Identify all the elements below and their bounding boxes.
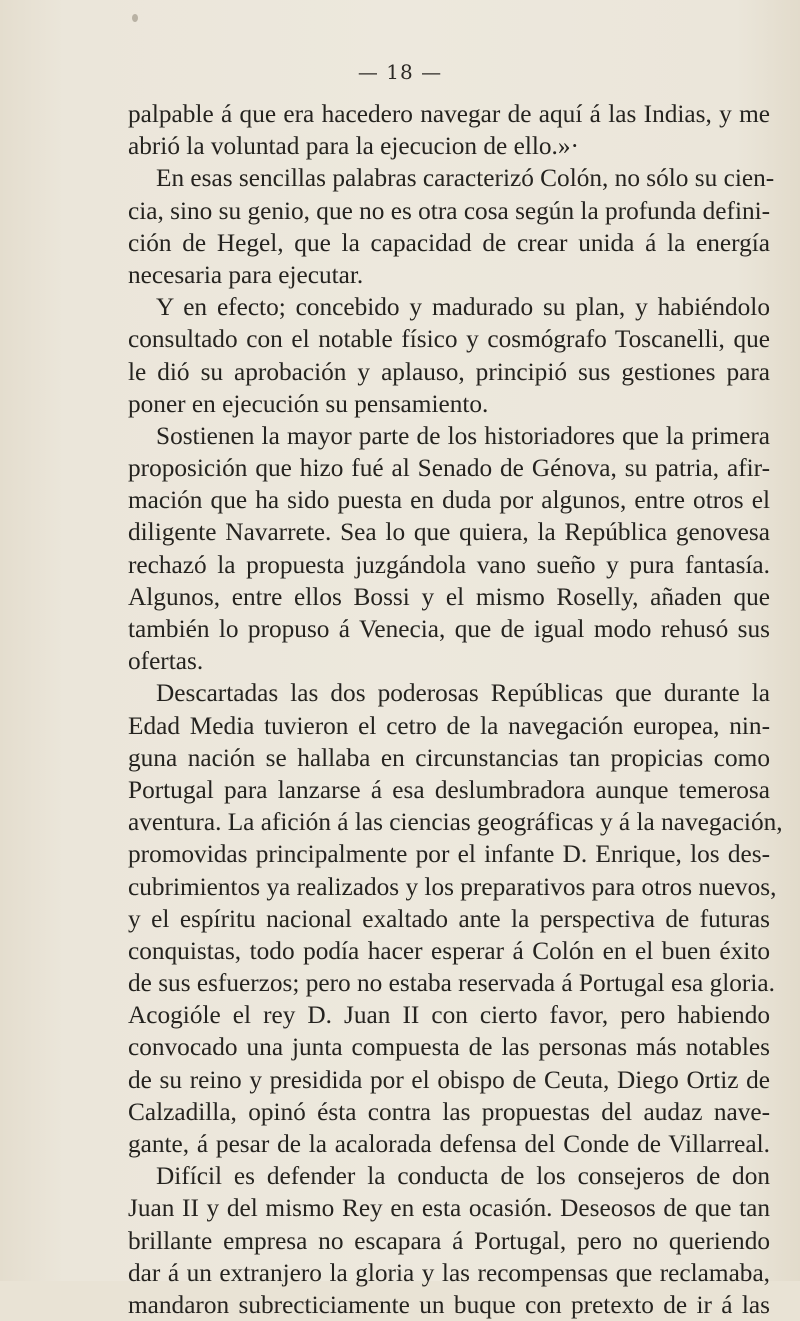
- text-line: rechazó la propuesta juzgándola vano sueño y pura fantasía.: [128, 550, 770, 579]
- text-line: de sus esfuerzos; pero no estaba reservada á Portugal esa gloria.: [128, 969, 775, 998]
- text-line: convocado una junta compuesta de las personas más notables: [128, 1033, 770, 1062]
- text-line: guna nación se hallaba en circunstancias tan propicias como: [128, 743, 770, 772]
- text-line: En esas sencillas palabras caracterizó Colón, no sólo su cien-: [156, 164, 775, 193]
- text-line: Y en efecto; concebido y madurado su plan, y habiéndolo: [156, 293, 770, 322]
- page-number: — 18 —: [357, 60, 443, 84]
- text-line: diligente Navarrete. Sea lo que quiera, la República genovesa: [128, 518, 770, 547]
- text-line: gante, á pesar de la acalorada defensa del Conde de Villarreal.: [128, 1130, 770, 1158]
- text-line: de su reino y presidida por el obispo de Ceuta, Diego Ortiz de: [128, 1065, 770, 1094]
- text-line: Calzadilla, opinó ésta contra las propuestas del audaz nave-: [128, 1097, 770, 1126]
- text-line: Descartadas las dos poderosas Repúblicas que durante la: [156, 679, 770, 708]
- text-line: ción de Hegel, que la capacidad de crear unida á la energía: [128, 228, 770, 257]
- ink-spot: [132, 14, 138, 22]
- text-line: Difícil es defender la conducta de los consejeros de don: [156, 1162, 770, 1191]
- text-line: Sostienen la mayor parte de los historiadores que la primera: [156, 421, 770, 450]
- text-line: consultado con el notable físico y cosmógrafo Toscanelli, que: [128, 325, 770, 354]
- text-line: Portugal para lanzarse á esa deslumbradora aunque temerosa: [128, 775, 770, 804]
- text-line: dar á un extranjero la gloria y las recompensas que reclamaba,: [128, 1258, 770, 1287]
- text-line: brillante empresa no escapara á Portugal, pero no queriendo: [128, 1226, 770, 1255]
- text-line: abrió la voluntad para la ejecucion de ello.»·: [128, 132, 579, 161]
- text-line: promovidas principalmente por el infante D. Enrique, los des-: [128, 840, 770, 869]
- text-line: poner en ejecución su pensamiento.: [128, 389, 489, 418]
- text-line: le dió su aprobación y aplauso, principió sus gestiones para: [128, 357, 770, 386]
- text-line: mandaron subrecticiamente un buque con pretexto de ir á las: [128, 1290, 770, 1319]
- body-text: [128, 98, 783, 1321]
- text-line: aventura. La afición á las ciencias geográficas y á la navegación,: [128, 808, 783, 837]
- text-line: y el espíritu nacional exaltado ante la perspectiva de futuras: [128, 904, 770, 933]
- text-line: Algunos, entre ellos Bossi y el mismo Roselly, añaden que: [128, 582, 770, 611]
- text-line: Acogióle el rey D. Juan II con cierto favor, pero habiendo: [128, 1001, 770, 1030]
- text-line: necesaria para ejecutar.: [128, 260, 364, 289]
- text-line: Edad Media tuvieron el cetro de la navegación europea, nin-: [128, 711, 770, 740]
- text-line: mación que ha sido puesta en duda por algunos, entre otros el: [128, 486, 770, 515]
- text-line: palpable á que era hacedero navegar de aquí á las Indias, y me: [128, 100, 770, 128]
- text-line: cia, sino su genio, que no es otra cosa según la profunda defini-: [128, 196, 771, 225]
- text-line: cubrimientos ya realizados y los preparativos para otros nuevos,: [128, 872, 777, 901]
- text-line: proposición que hizo fué al Senado de Génova, su patria, afir-: [128, 454, 770, 483]
- text-line: ofertas.: [128, 647, 204, 676]
- text-line: conquistas, todo podía hacer esperar á Colón en el buen éxito: [128, 936, 770, 965]
- text-line: Juan II y del mismo Rey en esta ocasión. Deseosos de que tan: [128, 1194, 770, 1223]
- text-line: también lo propuso á Venecia, que de igual modo rehusó sus: [128, 615, 770, 643]
